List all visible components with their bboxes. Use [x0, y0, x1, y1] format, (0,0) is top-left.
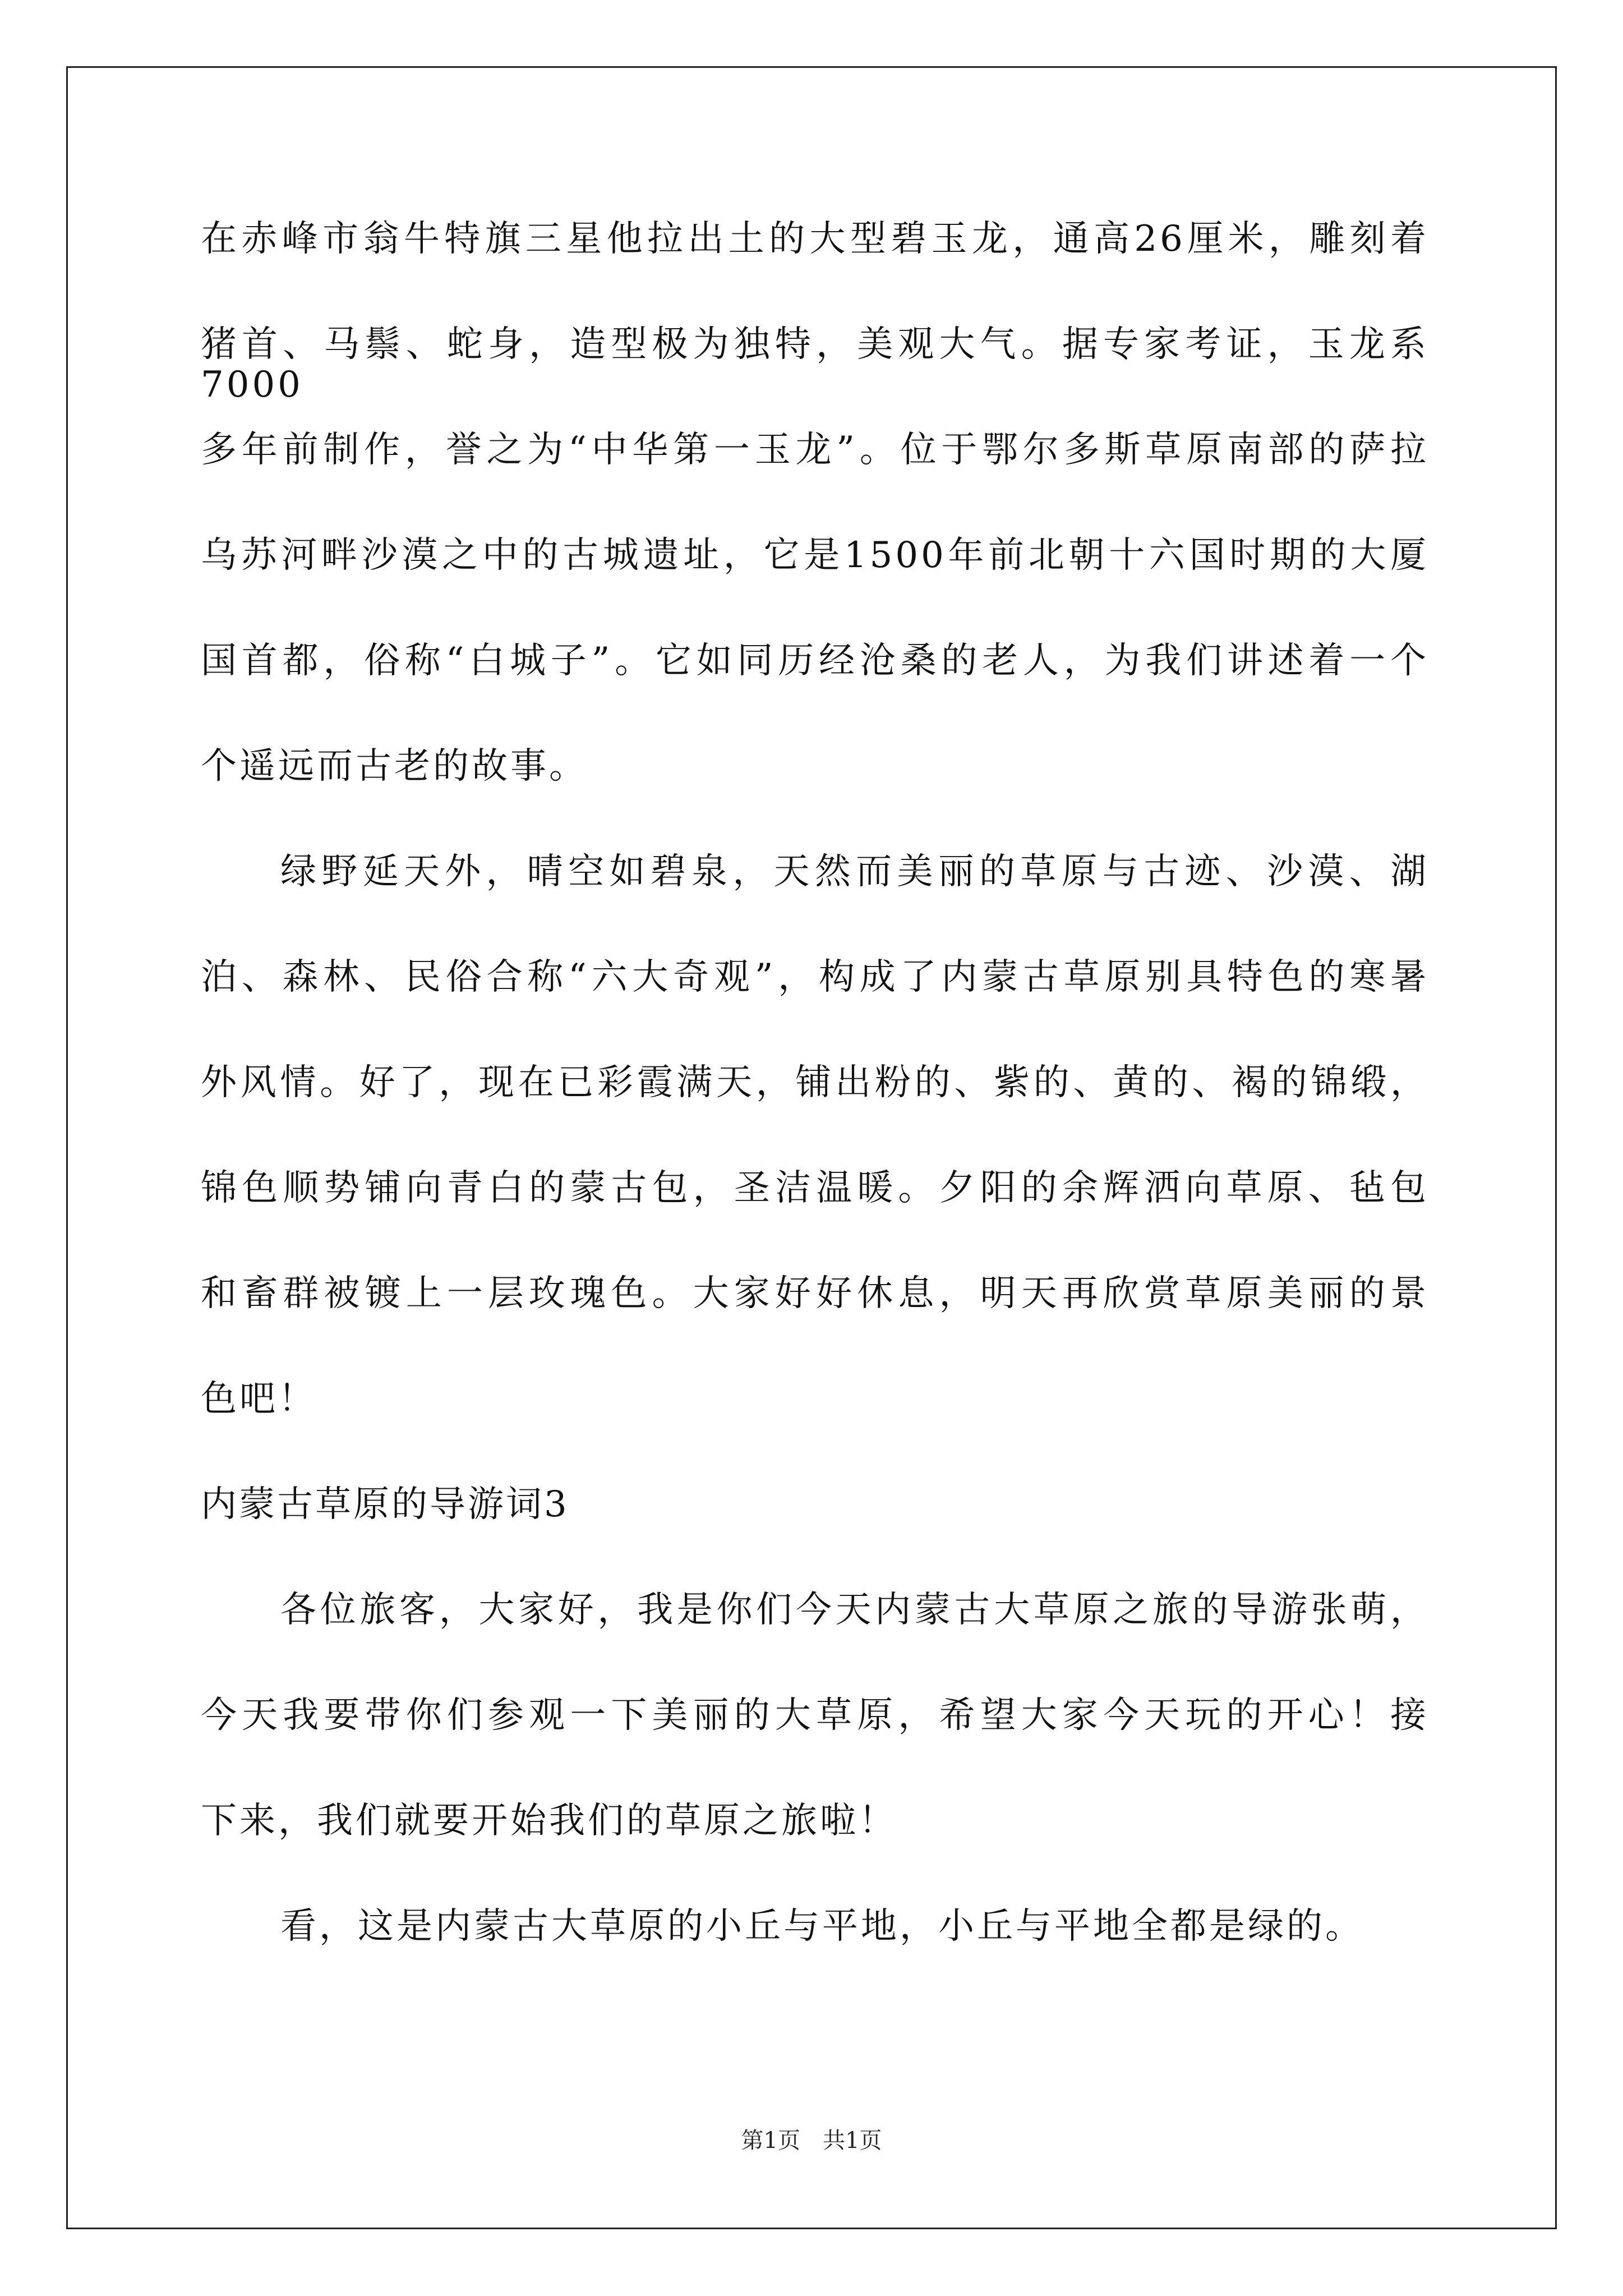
- text-line: 各位旅客，大家好，我是你们今天内蒙古大草原之旅的导游张萌，: [280, 1589, 1429, 1631]
- text-line: 今天我要带你们参观一下美丽的大草原，希望大家今天玩的开心！接: [201, 1695, 1429, 1736]
- text-line: 个遥远而古老的故事。: [201, 746, 588, 787]
- page-number-footer: 第1页 共1页: [741, 2128, 882, 2154]
- text-line: 锦色顺势铺向青白的蒙古包，圣洁温暖。夕阳的余辉洒向草原、毡包: [201, 1167, 1429, 1209]
- text-line: 绿野延天外，晴空如碧泉，天然而美丽的草原与古迹、沙漠、湖: [280, 851, 1429, 892]
- text-line: 乌苏河畔沙漠之中的古城遗址，它是1500年前北朝十六国时期的大厦: [201, 535, 1429, 576]
- text-line: 看，这是内蒙古大草原的小丘与平地，小丘与平地全都是绿的。: [280, 1906, 1364, 1947]
- text-line: 和畜群被镀上一层玫瑰色。大家好好休息，明天再欣赏草原美丽的景: [201, 1273, 1429, 1314]
- text-line: 外风情。好了，现在已彩霞满天，铺出粉的、紫的、黄的、褐的锦缎，: [201, 1062, 1429, 1103]
- text-line: 国首都，俗称“白城子”。它如同历经沧桑的老人，为我们讲述着一个: [201, 640, 1429, 682]
- document-body: [201, 219, 1429, 2012]
- text-line: 多年前制作，誉之为“中华第一玉龙”。位于鄂尔多斯草原南部的萨拉: [201, 429, 1429, 471]
- text-line: 泊、森林、民俗合称“六大奇观”，构成了内蒙古草原别具特色的寒暑: [201, 956, 1429, 998]
- section-heading: 内蒙古草原的导游词3: [201, 1484, 569, 1525]
- text-line: 猪首、马鬃、蛇身，造型极为独特，美观大气。据专家考证，玉龙系7000: [201, 324, 1429, 406]
- text-line: 在赤峰市翁牛特旗三星他拉出土的大型碧玉龙，通高26厘米，雕刻着: [201, 218, 1429, 260]
- text-line: 色吧！: [201, 1378, 317, 1420]
- text-line: 下来，我们就要开始我们的草原之旅啦！: [201, 1800, 897, 1842]
